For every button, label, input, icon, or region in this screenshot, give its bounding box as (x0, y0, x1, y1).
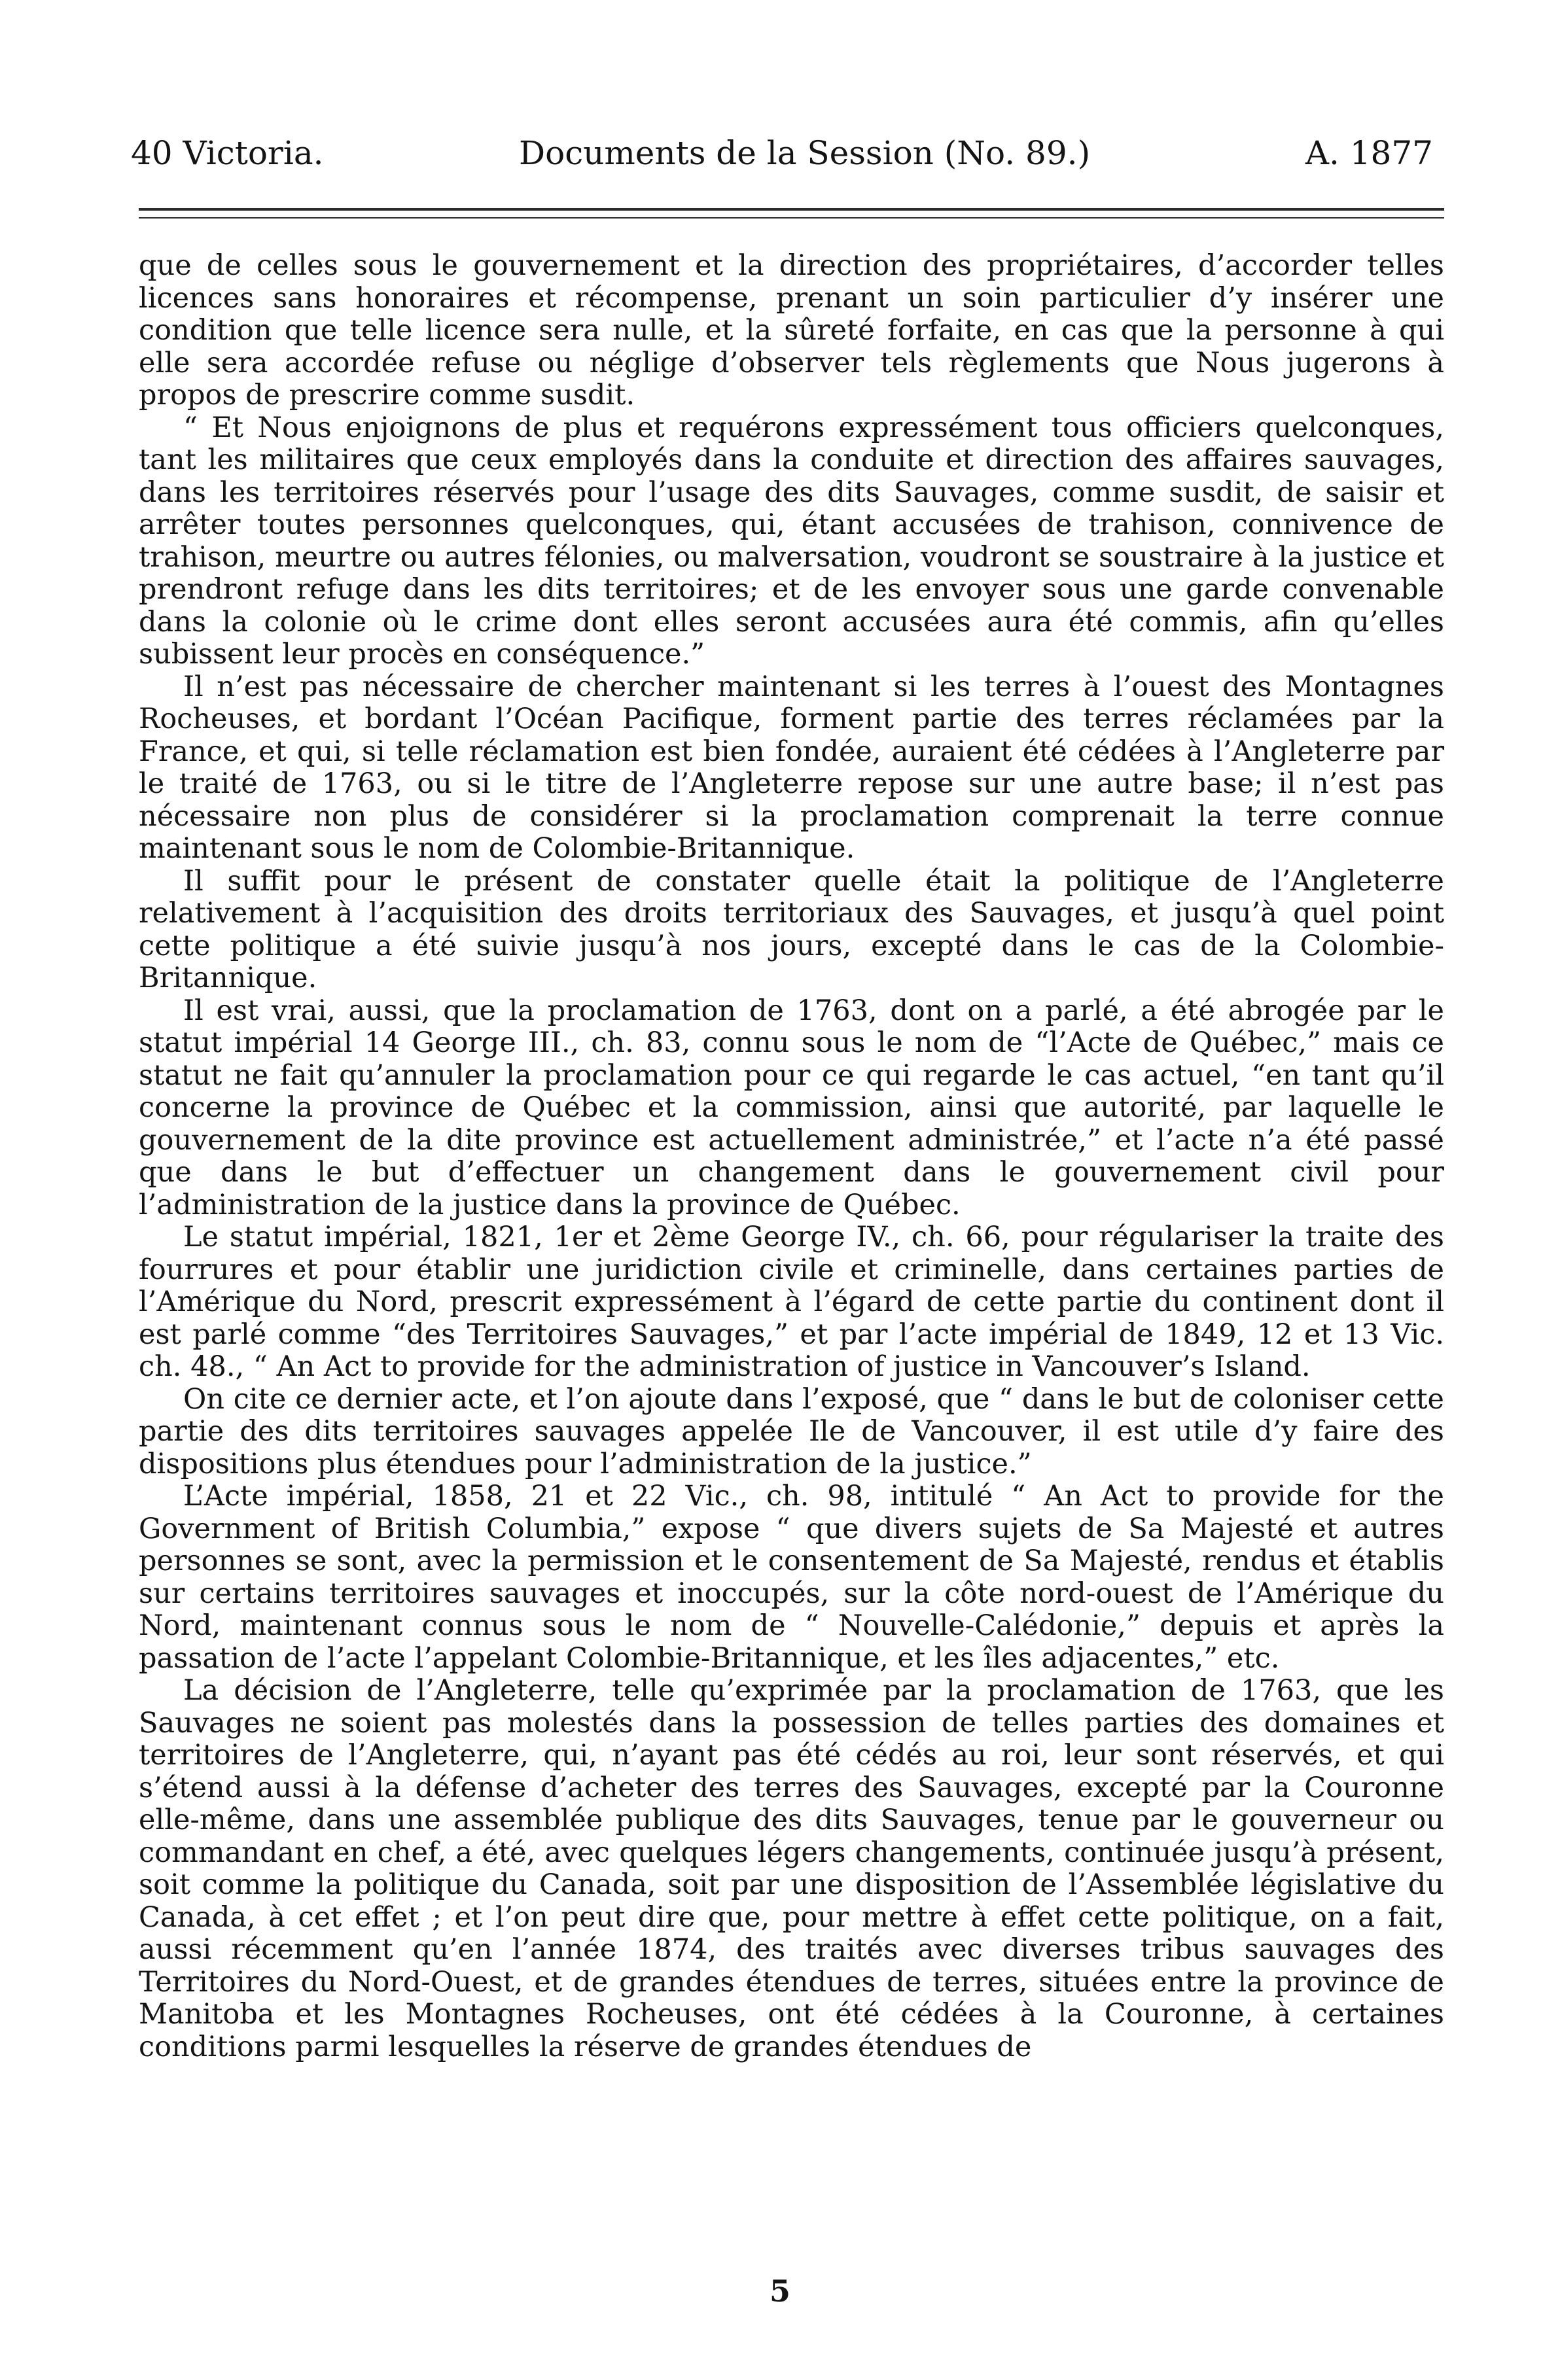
paragraph-1: que de celles sous le gouvernement et la direction des propriétaires, d’accorder telles licences sans honoraires et récompense, prenant un soin particulier d’y insérer une condition que telle licence sera nulle, et la sûreté forfaite, en cas que la personne à qui elle sera accordée refuse ou néglige d’observer tels règlements que Nous jugerons à propos de prescrire comme susdit. (139, 249, 1444, 411)
running-header (131, 134, 1433, 180)
paragraph-5: Il est vrai, aussi, que la proclamation de 1763, dont on a parlé, a été abrogée par le statut impérial 14 George III., ch. 83, connu sous le nom de “l’Acte de Québec,” mais ce statut ne fait qu’annuler la proclamation pour ce qui regarde le cas actuel, “en tant qu’il concerne la province de Québec et la commission, ainsi que autorité, par laquelle le gouvernement de la dite province est actuellement administrée,” et l’acte n’a été passé que dans le but d’effectuer un changement dans le gouvernement civil pour l’administration de la justice dans la province de Québec. (139, 994, 1444, 1221)
paragraph-8: L’Acte impérial, 1858, 21 et 22 Vic., ch. 98, intitulé “ An Act to provide for the Government of British Columbia,” expose “ que divers sujets de Sa Majesté et autres personnes se sont, avec la permission et le consentement de Sa Majesté, rendus et établis sur certains territoires sauvages et inoccupés, sur la côte nord-ouest de l’Amérique du Nord, maintenant connus sous le nom de “ Nouvelle-Calédonie,” depuis et après la passation de l’acte l’appelant Colombie-Britannique, et les îles adjacentes,” etc. (139, 1480, 1444, 1675)
paragraph-6: Le statut impérial, 1821, 1er et 2ème George IV., ch. 66, pour régulariser la traite des fourrures et pour établir une juridiction civile et criminelle, dans certaines parties de l’Amérique du Nord, prescrit expressément à l’égard de cette partie du continent dont il est parlé comme “des Territoires Sauvages,” et par l’acte impérial de 1849, 12 et 13 Vic. ch. 48., “ An Act to provide for the administration of justice in Vancouver’s Island. (139, 1221, 1444, 1383)
header-rule-thin (139, 217, 1444, 219)
page-number: 5 (769, 2273, 790, 2309)
page-body (139, 250, 1444, 2063)
paragraph-9: La décision de l’Angleterre, telle qu’exprimée par la proclamation de 1763, que les Sauvages ne soient pas molestés dans la possession de telles parties des domaines et territoires de l’Angleterre, qui, n’ayant pas été cédés au roi, leur sont réservés, et qui s’étend aussi à la défense d’acheter des terres des Sauvages, excepté par la Couronne elle-même, dans une assemblée publique des dits Sauvages, tenue par le gouverneur ou commandant en chef, a été, avec quelques légers changements, continuée jusqu’à présent, soit comme la politique du Canada, soit par une disposition de l’Assemblée législative du Canada, à cet effet ; et l’on peut dire que, pour mettre à effet cette politique, on a fait, aussi récemment qu’en l’année 1874, des traités avec diverses tribus sauvages des Territoires du Nord-Ouest, et de grandes étendues de terres, situées entre la province de Manitoba et les Montagnes Rocheuses, ont été cédées à la Couronne, à certaines conditions parmi lesquelles la réserve de grandes étendues de (139, 1674, 1444, 2063)
paragraph-2: “ Et Nous enjoignons de plus et requérons expressément tous officiers quelconques, tant les militaires que ceux employés dans la conduite et direction des affaires sauvages, dans les territoires réservés pour l’usage des dits Sauvages, comme susdit, de saisir et arrêter toutes personnes quelconques, qui, étant accusées de trahison, connivence de trahison, meurtre ou autres félonies, ou malversation, voudront se soustraire à la justice et prendront refuge dans les dits territoires; et de les envoyer sous une garde convenable dans la colonie où le crime dont elles seront accusées aura été commis, afin qu’elles subissent leur procès en conséquence.” (139, 411, 1444, 671)
header-year: A. 1877 (1305, 134, 1433, 172)
paragraph-7: On cite ce dernier acte, et l’on ajoute dans l’exposé, que “ dans le but de coloniser cette partie des dits territoires sauvages appelée Ile de Vancouver, il est utile d’y faire des dispositions plus étendues pour l’administration de la justice.” (139, 1382, 1444, 1480)
header-rule-thick (139, 208, 1444, 211)
paragraph-4: Il suffit pour le présent de constater quelle était la politique de l’Angleterre relativement à l’acquisition des droits territoriaux des Sauvages, et jusqu’à quel point cette politique a été suivie jusqu’à nos jours, excepté dans le cas de la Colombie-Britannique. (139, 864, 1444, 994)
paragraph-3: Il n’est pas nécessaire de chercher maintenant si les terres à l’ouest des Montagnes Rocheuses, et bordant l’Océan Pacifique, forment partie des terres réclamées par la France, et qui, si telle réclamation est bien fondée, auraient été cédées à l’Angleterre par le traité de 1763, ou si le titre de l’Angleterre repose sur une autre base; il n’est pas nécessaire non plus de considérer si la proclamation comprenait la terre connue maintenant sous le nom de Colombie-Britannique. (139, 670, 1444, 865)
header-title: Documents de la Session (No. 89.) (519, 134, 1091, 172)
header-session: 40 Victoria. (131, 134, 324, 172)
